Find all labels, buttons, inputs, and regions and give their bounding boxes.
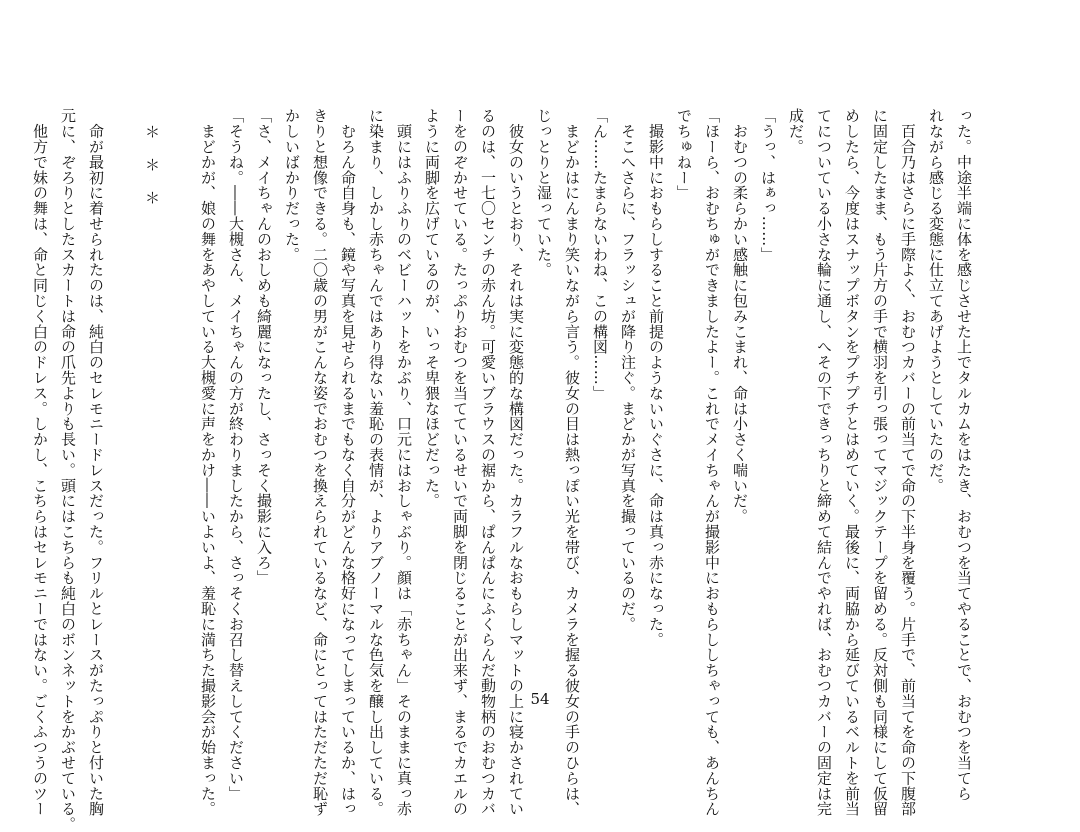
text-line: れながら感じる変態に仕立てあげようとしていたのだ。 xyxy=(927,108,945,493)
text-line: ように両脚を広げているのが、いっそ卑猥なほどだった。 xyxy=(423,108,441,509)
text-line: 元に、ぞろりとしたスカートは命の爪先よりも長い。頭にはこちらも純白のボンネットをかぶせている。 xyxy=(59,108,77,832)
text-line xyxy=(110,108,138,674)
text-line: まどかが、娘の舞をあやしている大槻愛に声をかけ――いよいよ、羞恥に満ちた撮影会が始まった。 xyxy=(199,108,217,817)
text-line: むろん命自身も、鏡や写真を見せられるまでもなく自分がどんな格好になってしまっているか、はっ xyxy=(339,108,357,817)
text-line: 「うっ、はぁっ……」 xyxy=(759,108,777,262)
text-line: に固定したまま、もう片方の手で横羽を引っ張ってマジックテープを留める。反対側も同様にして仮留 xyxy=(871,108,889,817)
text-line: 撮影中におもらしすること前提のようないいぐさに、命は真っ赤になった。 xyxy=(647,108,665,647)
text-line: 頭にはふりふりのベビーハットをかぶり、口元にはおしゃぶり。顔は「赤ちゃん」そのままに真っ赤 xyxy=(395,108,413,817)
text-line: った。中途半端に体を感じさせた上でタルカムをはたき、おむつを当てやることで、おむつを当てら xyxy=(955,108,973,801)
text-line: 百合乃はさらに手際よく、おむつカバーの前当てで命の下半身を覆う。片手で、前当てを命の下腹部 xyxy=(899,108,917,817)
text-line: 他方で妹の舞は、命と同じく白のドレス。しかし、こちらはセレモニーではない。ごくふつうのツー xyxy=(31,108,49,817)
text-line: そこへさらに、フラッシュが降り注ぐ。まどかが写真を撮っているのだ。 xyxy=(619,108,637,632)
text-line: るのは、一七〇センチの赤ん坊。可愛いブラウスの裾から、ぱんぱんにふくらんだ動物柄のおむつカバ xyxy=(479,108,497,817)
text-line: めしたら、今度はスナップボタンをプチプチとはめていく。最後に、両脇から延びているベルトを前当 xyxy=(843,108,861,817)
text-line: 「そうね。――大槻さん、メイちゃんの方が終わりましたから、さっそくお召し替えしてください」 xyxy=(227,108,245,801)
text-line: おむつの柔らかい感触に包みこまれ、命は小さく喘いだ。 xyxy=(731,108,749,524)
text-line: まどかはにんまり笑いながら言う。彼女の目は熱っぽい光を帯び、カメラを握る彼女の手のひらは、 xyxy=(563,108,581,817)
page-number: 54 xyxy=(530,690,550,708)
text-line: 成だ。 xyxy=(787,108,805,155)
text-line: 命が最初に着せられたのは、純白のセレモニードレスだった。フリルとレースがたっぷりと付いた胸 xyxy=(87,108,105,817)
text-line: じっとりと湿っていた。 xyxy=(535,108,553,278)
text-line: きりと想像できる。二〇歳の男がこんな姿でおむつを換えられているなど、命にとってはただただ恥ず xyxy=(311,108,329,817)
text-line: に染まり、しかし赤ちゃんではあり得ない羞恥の表情が、よりアブノーマルな色気を醸し出している。 xyxy=(367,108,385,817)
text-line: てについている小さな輪に通し、へその下できっちりと締めて結んでやれば、おむつカバーの固定は完 xyxy=(815,108,833,817)
text-line: 「さ、メイちゃんのおしめも綺麗になったし、さっそく撮影に入ろ」 xyxy=(255,108,273,586)
text-line xyxy=(166,108,194,674)
text-line: 彼女のいうとおり、それは実に変態的な構図だった。カラフルなおもらしマットの上に寝かされてい xyxy=(507,108,525,817)
text-line: 「ん……たまらないわね、この構図……」 xyxy=(591,108,609,401)
text-line: ＊＊＊ xyxy=(143,124,161,223)
text-line: かしいばかりだった。 xyxy=(283,108,301,262)
text-line: ーをのぞかせている。たっぷりおむつを当てているせいで両脚を閉じることが出来ず、まるでカエルの xyxy=(451,108,469,817)
text-line: でちゅねー」 xyxy=(675,108,693,201)
text-line: 「ほーら、おむちゅができましたよー。これでメイちゃんが撮影中におもらししちゃっても、あんちん xyxy=(703,108,721,817)
